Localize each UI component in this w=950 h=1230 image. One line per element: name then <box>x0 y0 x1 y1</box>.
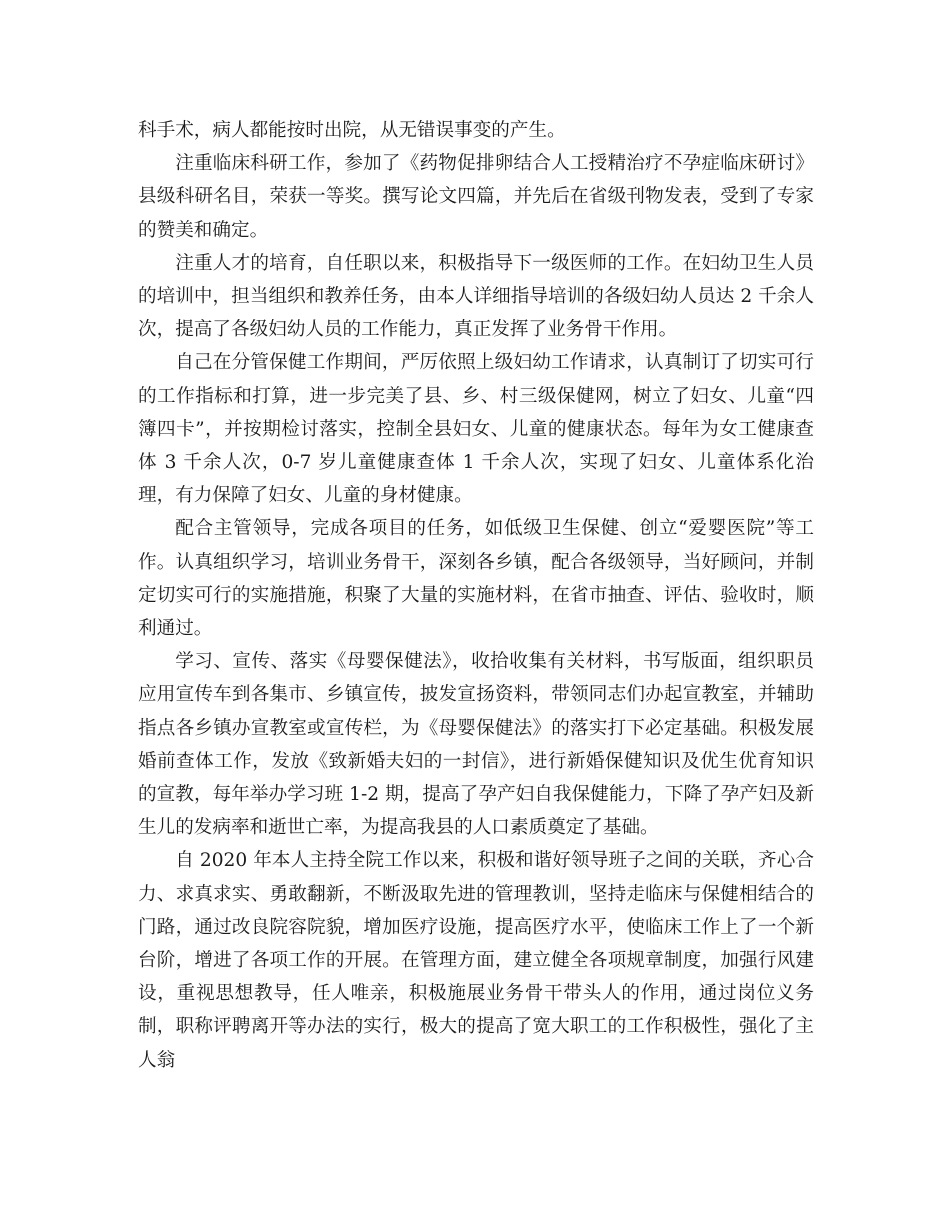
paragraph-1: 科手术，病人都能按时出院，从无错误事变的产生。 <box>138 120 566 141</box>
document-body <box>138 114 814 1077</box>
paragraph-3: 注重人才的培育，自任职以来，积极指导下一级医师的工作。在妇幼卫生人员的培训中，担当组织和教养任务，由本人详细指导培训的各级妇幼人员达 2 千余人次，提高了各级妇幼人员的工作能力，真正发挥了业务骨干作用。 <box>138 252 814 341</box>
paragraph-2: 注重临床科研工作，参加了《药物促排卵结合人工授精治疗不孕症临床研讨》县级科研名目，荣获一等奖。撰写论文四篇，并先后在省级刊物发表，受到了专家的赞美和确定。 <box>138 153 814 241</box>
paragraph-6: 学习、宣传、落实《母婴保健法》，收拾收集有关材料，书写版面，组织职员应用宣传车到各集市、乡镇宣传，披发宣扬资料，带领同志们办起宣教室，并辅助指点各乡镇办宣教室或宣传栏，为《母婴保健法》的落实打下必定基础。积极发展婚前查体工作，发放《致新婚夫妇的一封信》，进行新婚保健知识及优生优育知识的宣教，每年举办学习班 1-2 期，提高了孕产妇自我保健能力，下降了孕产妇及新生儿的发病率和逝世亡率，为提高我县的人口素质奠定了基础。 <box>138 651 814 839</box>
paragraph-5: 配合主管领导，完成各项目的任务，如低级卫生保健、创立“爱婴医院”等工作。认真组织学习，培训业务骨干，深刻各乡镇，配合各级领导，当好顾问，并制定切实可行的实施措施，积聚了大量的实施材料，在省市抽查、评估、验收时，顺利通过。 <box>138 518 814 640</box>
paragraph-4: 自己在分管保健工作期间，严厉依照上级妇幼工作请求，认真制订了切实可行的工作指标和打算，进一步完美了县、乡、村三级保健网，树立了妇女、儿童“四簿四卡”，并按期检讨落实，控制全县妇女、儿童的健康状态。每年为女工健康查体 3 千余人次，0-7 岁儿童健康查体 1 千余人次，实现了妇女、儿童体系化治理，有力保障了妇女、儿童的身材健康。 <box>138 352 814 507</box>
paragraph-7: 自 2020 年本人主持全院工作以来，积极和谐好领导班子之间的关联，齐心合力、求真求实、勇敢翻新，不断汲取先进的管理教训，坚持走临床与保健相结合的门路，通过改良院容院貌，增加医疗设施，提高医疗水平，使临床工作上了一个新台阶，增进了各项工作的开展。在管理方面，建立健全各项规章制度，加强行风建设，重视思想教导，任人唯亲，积极施展业务骨干带头人的作用，通过岗位义务制，职称评聘离开等办法的实行，极大的提高了宽大职工的工作积极性，强化了主人翁 <box>138 850 814 1071</box>
